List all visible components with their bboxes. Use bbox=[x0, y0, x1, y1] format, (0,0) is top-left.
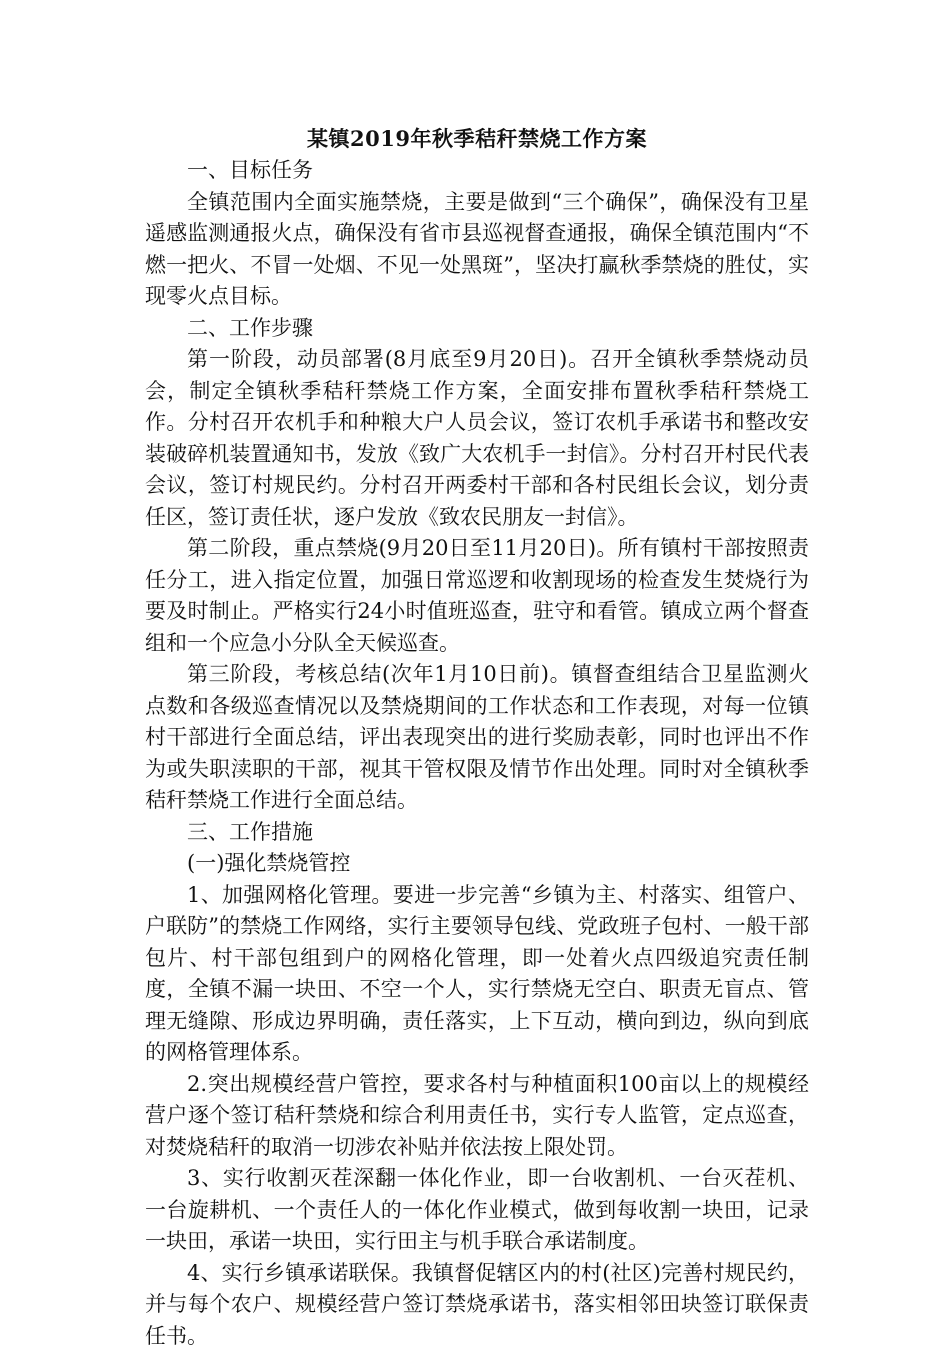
section-heading: 二、工作步骤 bbox=[145, 313, 809, 345]
paragraph: 3、实行收割灭茬深翻一体化作业，即一台收割机、一台灭茬机、一台旋耕机、一个责任人的一体化作业模式，做到每收割一块田，记录一块田，承诺一块田，实行田主与机手联合承诺制度。 bbox=[145, 1163, 809, 1258]
document-body bbox=[145, 123, 809, 1352]
paragraph: 全镇范围内全面实施禁烧，主要是做到“三个确保”，确保没有卫星遥感监测通报火点，确保没有省市县巡视督查通报，确保全镇范围内“不燃一把火、不冒一处烟、不见一处黑斑”，坚决打赢秋季禁烧的胜仗，实现零火点目标。 bbox=[145, 187, 809, 313]
section-heading: 三、工作措施 bbox=[145, 817, 809, 849]
document-title: 某镇2019年秋季秸秆禁烧工作方案 bbox=[145, 123, 809, 155]
subsection-heading: (一)强化禁烧管控 bbox=[145, 848, 809, 880]
paragraph: 第一阶段，动员部署(8月底至9月20日)。召开全镇秋季禁烧动员会，制定全镇秋季秸秆禁烧工作方案，全面安排布置秋季秸秆禁烧工作。分村召开农机手和种粮大户人员会议，签订农机手承诺书和整改安装破碎机装置通知书，发放《致广大农机手一封信》。分村召开村民代表会议，签订村规民约。分村召开两委村干部和各村民组长会议，划分责任区，签订责任状，逐户发放《致农民朋友一封信》。 bbox=[145, 344, 809, 533]
paragraph: 2.突出规模经营户管控，要求各村与种植面积100亩以上的规模经营户逐个签订秸秆禁烧和综合利用责任书，实行专人监管，定点巡查，对焚烧秸秆的取消一切涉农补贴并依法按上限处罚。 bbox=[145, 1069, 809, 1164]
paragraph: 1、加强网格化管理。要进一步完善“乡镇为主、村落实、组管户、户联防”的禁烧工作网络，实行主要领导包线、党政班子包村、一般干部包片、村干部包组到户的网格化管理，即一处着火点四级追究责任制度，全镇不漏一块田、不空一个人，实行禁烧无空白、职责无盲点、管理无缝隙、形成边界明确，责任落实，上下互动，横向到边，纵向到底的网格管理体系。 bbox=[145, 880, 809, 1069]
section-heading: 一、目标任务 bbox=[145, 155, 809, 187]
paragraph: 第三阶段，考核总结(次年1月10日前)。镇督查组结合卫星监测火点数和各级巡查情况以及禁烧期间的工作状态和工作表现，对每一位镇村干部进行全面总结，评出表现突出的进行奖励表彰，同时也评出不作为或失职渎职的干部，视其干管权限及情节作出处理。同时对全镇秋季秸秆禁烧工作进行全面总结。 bbox=[145, 659, 809, 817]
paragraph: 第二阶段，重点禁烧(9月20日至11月20日)。所有镇村干部按照责任分工，进入指定位置，加强日常巡逻和收割现场的检查发生焚烧行为要及时制止。严格实行24小时值班巡查，驻守和看管。镇成立两个督查组和一个应急小分队全天候巡查。 bbox=[145, 533, 809, 659]
paragraph: 4、实行乡镇承诺联保。我镇督促辖区内的村(社区)完善村规民约，并与每个农户、规模经营户签订禁烧承诺书，落实相邻田块签订联保责任书。 bbox=[145, 1258, 809, 1352]
